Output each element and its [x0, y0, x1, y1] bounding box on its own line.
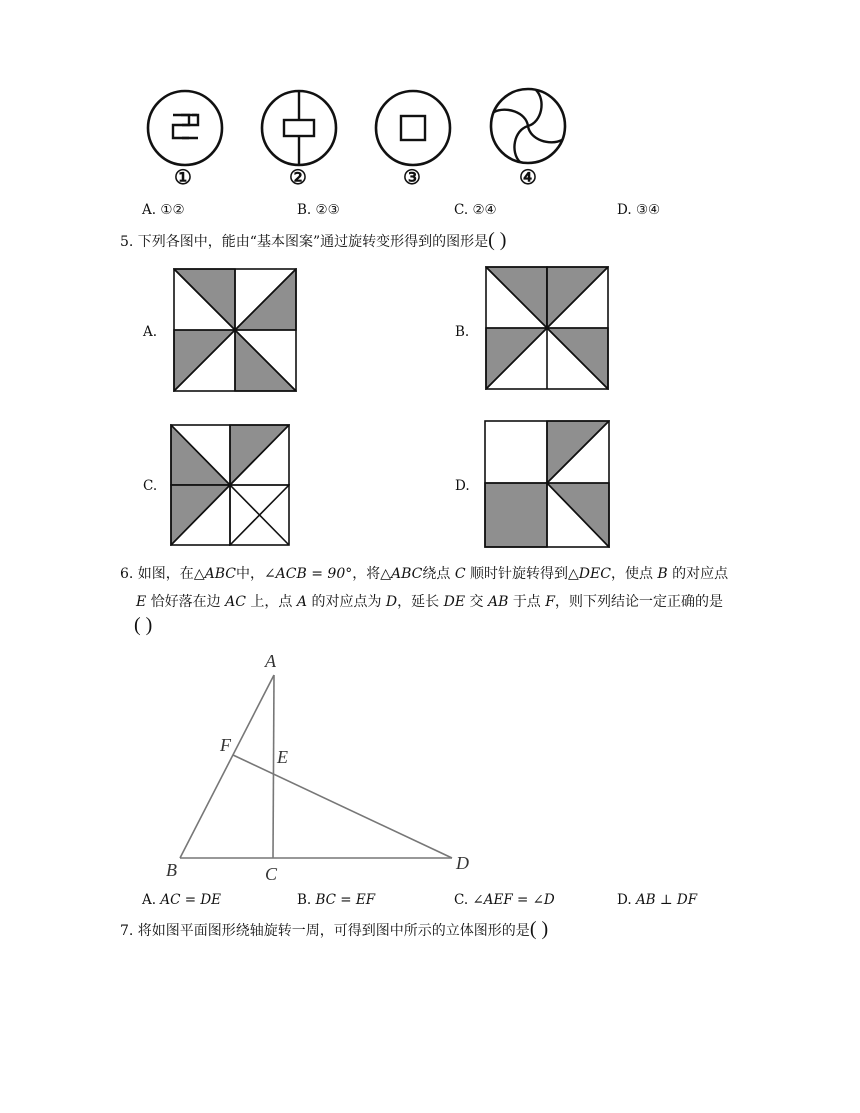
point-d-label: D: [456, 853, 469, 873]
q6-math-ab: AB: [487, 594, 509, 610]
q4-figure-2: [262, 91, 336, 165]
q6-math-abc: △ABC: [193, 566, 236, 582]
q4-option-b[interactable]: [297, 202, 340, 218]
q6-option-c-letter: C.: [454, 892, 469, 908]
q5-option-d-figure[interactable]: [484, 420, 610, 548]
segment-ac: [273, 675, 274, 858]
q6-option-c[interactable]: [454, 892, 555, 908]
q6-math-c: C: [454, 566, 466, 582]
q4-figure-3: [376, 91, 450, 165]
q6-math-angle: ∠ACB = 90°: [263, 566, 353, 582]
q6-text: 顺时针旋转得到: [470, 566, 569, 582]
q5-option-b-figure[interactable]: [485, 266, 609, 390]
q5-stem: [120, 227, 506, 256]
q6-math-f: F: [545, 594, 555, 610]
q4-option-d-text: ③④: [635, 202, 661, 218]
q6-answer-paren[interactable]: ( ): [134, 614, 153, 636]
q4-figure-4: [491, 89, 565, 163]
q6-option-b[interactable]: [297, 892, 375, 908]
point-f-label: F: [220, 735, 231, 755]
q6-math-d: D: [385, 594, 398, 610]
q6-text: 上，点: [250, 594, 293, 610]
q6-text: 的对应点为: [311, 594, 382, 610]
q4-figure-label-4: ④: [519, 165, 537, 189]
q7-stem: [120, 916, 548, 945]
q6-math-de: DE: [443, 594, 466, 610]
q4-option-c-text: ②④: [472, 202, 497, 218]
q4-figure-label-2: ②: [289, 165, 307, 189]
q6-text: 中，: [235, 566, 264, 582]
q5-option-b-letter[interactable]: B.: [455, 324, 470, 340]
q4-figure-1: [148, 91, 222, 165]
q7-stem-text: 7. 将如图平面图形绕轴旋转一周，可得到图中所示的立体图形的是: [120, 923, 530, 939]
q5-stem-text: 5. 下列各图中，能由“基本图案”通过旋转变形得到的图形是: [120, 234, 489, 250]
q6-triangle-figure: [150, 645, 490, 885]
q5-answer-paren[interactable]: ( ): [488, 229, 507, 251]
q5-option-a-figure[interactable]: [173, 268, 297, 392]
q6-text: ，将: [352, 566, 381, 582]
q6-option-b-letter: B.: [297, 892, 312, 908]
q6-option-a-letter: A.: [142, 892, 157, 908]
segment-fd: [233, 755, 452, 858]
q6-math-b: B: [657, 566, 668, 582]
q6-math-a: A: [296, 594, 307, 610]
q6-text: ，则下列结论一定正确的是: [554, 594, 723, 610]
q4-figure-label-1: ①: [174, 165, 192, 189]
q4-option-c-letter: C.: [454, 202, 469, 218]
q4-option-a-text: ①②: [160, 202, 185, 218]
q6-math-dec: △DEC: [568, 566, 611, 582]
q4-option-d-letter: D.: [617, 202, 632, 218]
q6-option-a[interactable]: [142, 892, 221, 908]
q4-option-a[interactable]: [142, 202, 185, 218]
point-b-label: B: [166, 860, 177, 880]
q6-text: 于点: [512, 594, 541, 610]
q4-option-b-letter: B.: [297, 202, 312, 218]
q6-text: 6. 如图，在: [120, 566, 194, 582]
q6-option-a-text: AC = DE: [160, 892, 221, 908]
q4-figure-label-3: ③: [403, 165, 421, 189]
point-e-label: E: [277, 747, 288, 767]
q5-option-c-figure[interactable]: [170, 424, 290, 546]
q6-text: 的对应点: [672, 566, 729, 582]
q4-option-d[interactable]: [617, 202, 660, 218]
q5-option-a-letter[interactable]: A.: [143, 324, 158, 340]
q6-option-d[interactable]: [617, 892, 697, 908]
q4-option-a-letter: A.: [142, 202, 157, 218]
q6-option-d-letter: D.: [617, 892, 632, 908]
q4-option-c[interactable]: [454, 202, 497, 218]
q5-option-c-letter[interactable]: C.: [143, 478, 158, 494]
q4-option-b-text: ②③: [315, 202, 340, 218]
q5-option-d-letter[interactable]: D.: [455, 478, 470, 494]
q6-text: ，使点: [610, 566, 653, 582]
segment-ab: [180, 675, 274, 858]
q6-option-d-text: AB ⊥ DF: [635, 892, 698, 908]
q6-math-ac: AC: [225, 594, 246, 610]
q6-stem-line-1: [120, 561, 728, 588]
q7-answer-paren[interactable]: ( ): [529, 918, 549, 940]
q6-text: 交: [469, 594, 484, 610]
q6-text: ，延长: [397, 594, 440, 610]
q6-option-c-text: ∠AEF = ∠D: [472, 892, 555, 908]
q6-option-b-text: BC = EF: [315, 892, 376, 908]
q6-text: 恰好落在边: [150, 594, 221, 610]
point-a-label: A: [265, 651, 276, 671]
q6-text: 绕点: [422, 566, 451, 582]
q6-stem-line-2: [136, 589, 723, 616]
q6-math-abc-2: △ABC: [380, 566, 423, 582]
q6-math-e: E: [136, 594, 147, 610]
point-c-label: C: [265, 864, 278, 884]
